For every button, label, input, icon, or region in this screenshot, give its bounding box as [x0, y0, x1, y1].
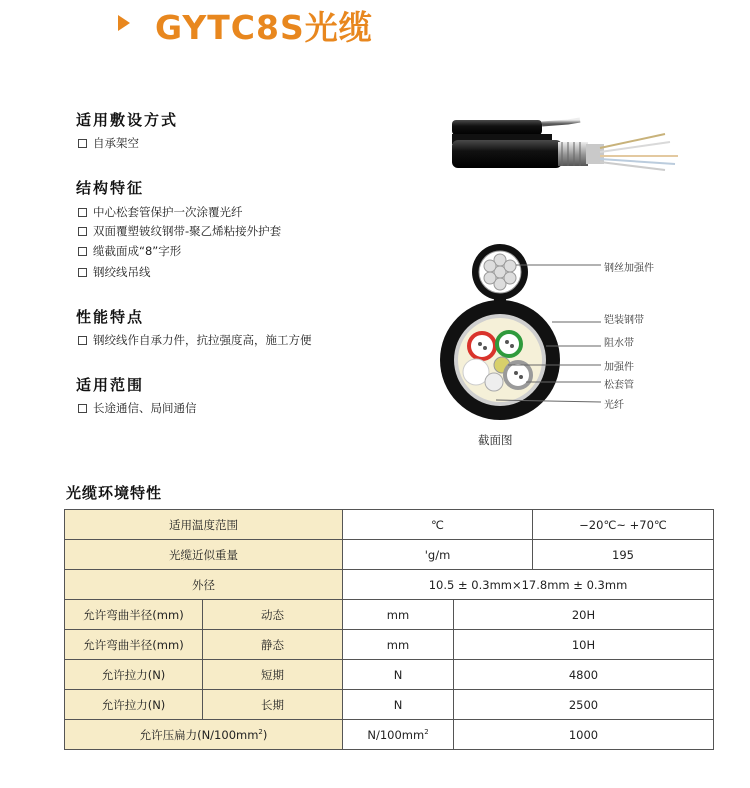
row-value: 10.5 ± 0.3mm×17.8mm ± 0.3mm [343, 570, 714, 600]
row-unit: mm [343, 630, 454, 660]
row-value: 10H [454, 630, 714, 660]
row-sublabel: 长期 [203, 690, 343, 720]
table-row [65, 630, 714, 660]
row-value: 195 [533, 540, 714, 570]
row-value: 20H [454, 600, 714, 630]
checkbox-icon [78, 139, 87, 148]
table-row [65, 510, 714, 540]
list-item: 钢绞线吊线 [78, 264, 151, 280]
row-value: −20℃~ +70℃ [533, 510, 714, 540]
cable-photo-illustration [450, 112, 690, 187]
row-label: 外径 [65, 570, 343, 600]
list-item: 缆截面成“8”字形 [78, 243, 181, 259]
list-item: 自承架空 [78, 135, 139, 151]
row-label: 光缆近似重量 [65, 540, 343, 570]
checkbox-icon [78, 247, 87, 256]
table-row [65, 540, 714, 570]
section-heading-structure: 结构特征 [76, 179, 145, 197]
table-row [65, 570, 714, 600]
title-arrow-icon [118, 15, 130, 31]
row-value: 4800 [454, 660, 714, 690]
row-unit: 'g/m [343, 540, 533, 570]
row-sublabel: 动态 [203, 600, 343, 630]
row-sublabel: 静态 [203, 630, 343, 660]
table-row [65, 720, 714, 750]
section-heading-installation: 适用敷设方式 [76, 111, 179, 129]
row-label: 允许弯曲半径(mm) [65, 600, 203, 630]
row-unit: N [343, 690, 454, 720]
checkbox-icon [78, 227, 87, 236]
section-heading-performance: 性能特点 [76, 308, 145, 326]
checkbox-icon [78, 268, 87, 277]
section-heading-application: 适用范围 [76, 376, 145, 394]
table-row [65, 660, 714, 690]
callout-label: 松套管 [604, 380, 634, 391]
row-label: 允许压扁力$(N/100mm^2)$ [65, 720, 343, 750]
page-title: GYTC8S光缆 [155, 8, 373, 47]
callout-label: 铠装钢带 [604, 315, 644, 326]
row-label: 允许拉力(N) [65, 690, 203, 720]
row-unit: $N/100mm^2$ [343, 720, 454, 750]
callout-label: 加强件 [604, 362, 634, 373]
row-sublabel: 短期 [203, 660, 343, 690]
table-heading: 光缆环境特性 [66, 484, 163, 502]
callout-label: 阻水带 [604, 338, 634, 349]
callout-label: 钢丝加强件 [604, 263, 654, 274]
list-item: 中心松套管保护一次涂覆光纤 [78, 204, 243, 220]
list-item: 双面覆塑铍纹钢带-聚乙烯粘接外护套 [78, 223, 281, 239]
list-item: 钢绞线作自承力件，抗拉强度高，施工方便 [78, 332, 312, 348]
row-unit: ℃ [343, 510, 533, 540]
row-unit: N [343, 660, 454, 690]
row-value: 2500 [454, 690, 714, 720]
list-item: 长途通信、局间通信 [78, 400, 197, 416]
cross-section-diagram [436, 240, 606, 420]
checkbox-icon [78, 336, 87, 345]
row-value: 1000 [454, 720, 714, 750]
callout-label: 光纤 [604, 400, 624, 411]
row-label: 适用温度范围 [65, 510, 343, 540]
diagram-caption: 截面图 [478, 433, 513, 447]
row-label: 允许弯曲半径(mm) [65, 630, 203, 660]
checkbox-icon [78, 208, 87, 217]
row-label: 允许拉力(N) [65, 660, 203, 690]
row-unit: mm [343, 600, 454, 630]
checkbox-icon [78, 404, 87, 413]
environment-spec-table [64, 509, 714, 750]
table-row [65, 600, 714, 630]
table-row [65, 690, 714, 720]
